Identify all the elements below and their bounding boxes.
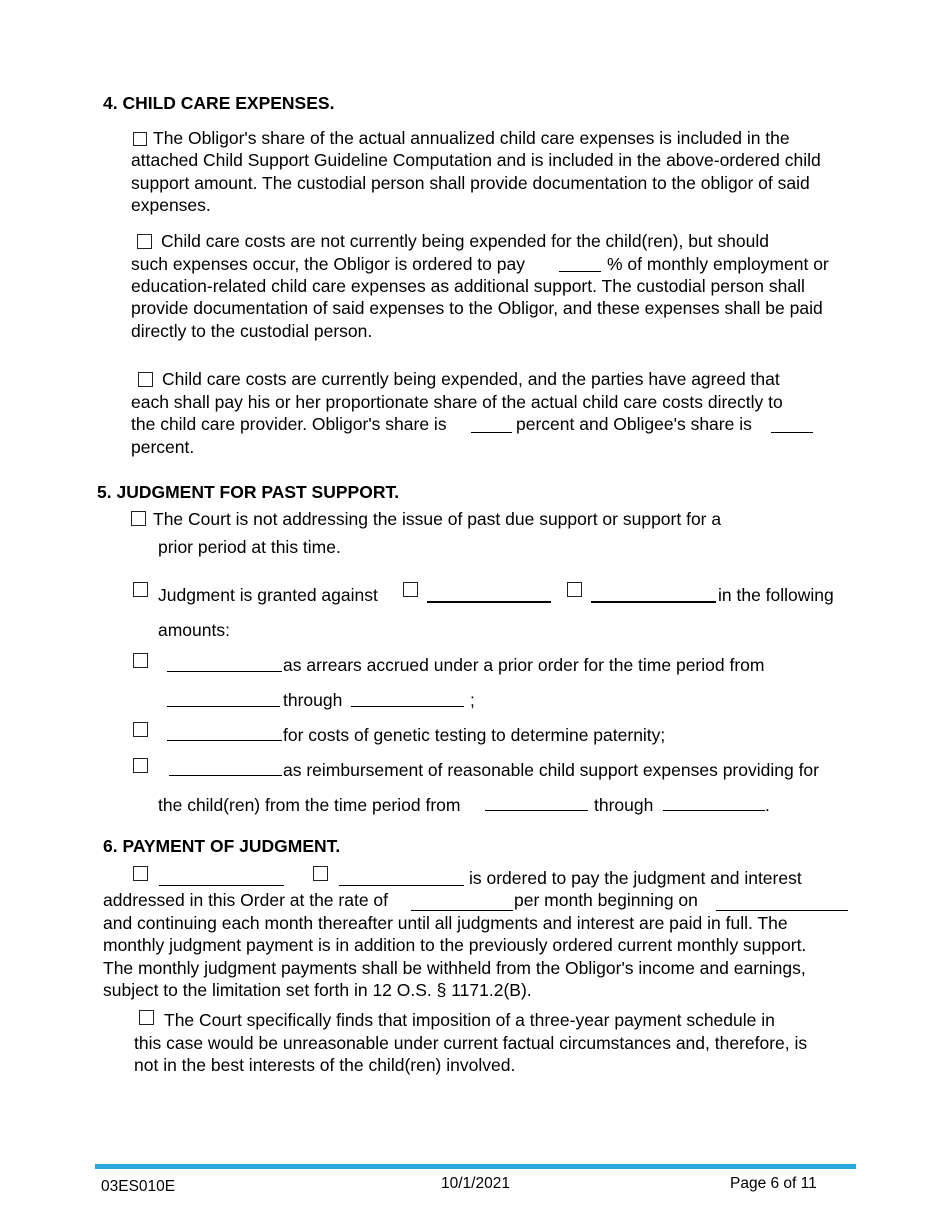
reimbursement-amount-blank[interactable] — [169, 775, 282, 776]
checkbox[interactable] — [131, 511, 146, 526]
party-name-blank[interactable] — [339, 885, 464, 886]
form-date: 10/1/2021 — [441, 1175, 510, 1192]
checkbox[interactable] — [139, 1010, 154, 1025]
arrears-from-blank[interactable] — [167, 706, 280, 707]
payment-line-1: is ordered to pay the judgment and interest — [469, 868, 802, 888]
checkbox[interactable] — [133, 582, 148, 597]
section-4-option-2-line-2b: % of monthly employment or — [607, 254, 829, 274]
obligor-checkbox[interactable] — [403, 582, 418, 597]
section-6-heading: 6. PAYMENT OF JUDGMENT. — [103, 836, 341, 856]
finding-line-2: this case would be unreasonable under current factual circumstances and, therefore, is — [134, 1033, 808, 1053]
obligee-checkbox[interactable] — [313, 866, 328, 881]
checkbox[interactable] — [133, 653, 148, 668]
genetic-testing-text: for costs of genetic testing to determine paternity; — [283, 725, 666, 745]
party-name-blank[interactable] — [427, 601, 551, 603]
arrears-text: as arrears accrued under a prior order for the time period from — [283, 655, 765, 675]
payment-line-4: monthly judgment payment is in addition to the previously ordered current monthly support. — [103, 935, 807, 955]
start-date-blank[interactable] — [716, 910, 848, 911]
monthly-rate-blank[interactable] — [411, 910, 513, 911]
section-4-option-2-line-2a: such expenses occur, the Obligor is ordered to pay — [131, 254, 525, 274]
arrears-through-label: through — [283, 690, 343, 710]
checkbox[interactable] — [137, 234, 152, 249]
section-4-option-3-line-4: percent. — [131, 437, 195, 457]
section-5-option-2-line-1b: in the following — [718, 585, 834, 605]
section-5-option-1-line-2: prior period at this time. — [158, 537, 341, 557]
section-5-option-2-line-2: amounts: — [158, 620, 230, 640]
checkbox[interactable] — [133, 758, 148, 773]
section-4-option-3-line-3b: percent and Obligee's share is — [516, 414, 752, 434]
payment-line-2a: addressed in this Order at the rate of — [103, 890, 389, 910]
payment-line-3: and continuing each month thereafter until all judgments and interest are paid in full. The — [103, 913, 788, 933]
arrears-semicolon: ; — [470, 690, 475, 710]
section-4-heading: 4. CHILD CARE EXPENSES. — [103, 93, 335, 113]
obligee-checkbox[interactable] — [567, 582, 582, 597]
checkbox[interactable] — [133, 722, 148, 737]
option-text: The Obligor's share of the actual annualized child care expenses is included in the attached Child Support Guideline Computation and is included in the above-ordered child support amount. The custodial person shall provide documentation to the obligor of said expenses. — [131, 128, 821, 216]
obligor-share-blank[interactable] — [471, 432, 512, 433]
reimbursement-period: . — [765, 795, 770, 815]
section-5-heading: 5. JUDGMENT FOR PAST SUPPORT. — [97, 482, 400, 502]
reimbursement-text-line-2: the child(ren) from the time period from — [158, 795, 461, 815]
obligee-share-blank[interactable] — [771, 432, 813, 433]
payment-line-2b: per month beginning on — [514, 890, 698, 910]
section-4-option-3-line-3a: the child care provider. Obligor's share is — [131, 414, 447, 434]
payment-line-6: subject to the limitation set forth in 12 O.S. § 1171.2(B). — [103, 980, 532, 1000]
finding-line-1: The Court specifically finds that imposition of a three-year payment schedule in — [164, 1010, 775, 1030]
arrears-to-blank[interactable] — [351, 706, 464, 707]
section-5-option-1-line-1: The Court is not addressing the issue of past due support or support for a — [153, 509, 722, 529]
section-4-option-2-rest: education-related child care expenses as additional support. The custodial person shall provide documentation of said expenses to the Obligor, and these expenses shall be paid directly to the custodial person. — [131, 276, 823, 341]
party-name-blank[interactable] — [159, 885, 284, 886]
checkbox[interactable] — [138, 372, 153, 387]
section-4-option-3-line-1: Child care costs are currently being expended, and the parties have agreed that — [162, 369, 780, 389]
page-number: Page 6 of 11 — [730, 1175, 817, 1192]
section-4-option-3-line-2: each shall pay his or her proportionate share of the actual child care costs directly to — [131, 392, 783, 412]
section-4-option-2-line-1: Child care costs are not currently being expended for the child(ren), but should — [161, 231, 769, 251]
obligor-checkbox[interactable] — [133, 866, 148, 881]
reimbursement-text-line-1: as reimbursement of reasonable child support expenses providing for — [283, 760, 819, 780]
section-5-option-2-line-1a: Judgment is granted against — [158, 585, 378, 605]
checkbox[interactable] — [133, 132, 147, 146]
reimbursement-from-blank[interactable] — [485, 810, 588, 811]
section-4-option-1 — [131, 127, 849, 217]
genetic-amount-blank[interactable] — [167, 740, 282, 741]
reimbursement-to-blank[interactable] — [663, 810, 765, 811]
form-id: 03ES010E — [101, 1178, 176, 1195]
arrears-amount-blank[interactable] — [167, 671, 282, 672]
party-name-blank[interactable] — [591, 601, 716, 603]
reimbursement-through-label: through — [594, 795, 654, 815]
percent-blank[interactable] — [559, 271, 601, 272]
payment-line-5: The monthly judgment payments shall be withheld from the Obligor's income and earnings, — [103, 958, 806, 978]
finding-line-3: not in the best interests of the child(ren) involved. — [134, 1055, 516, 1075]
footer-rule — [95, 1164, 856, 1169]
